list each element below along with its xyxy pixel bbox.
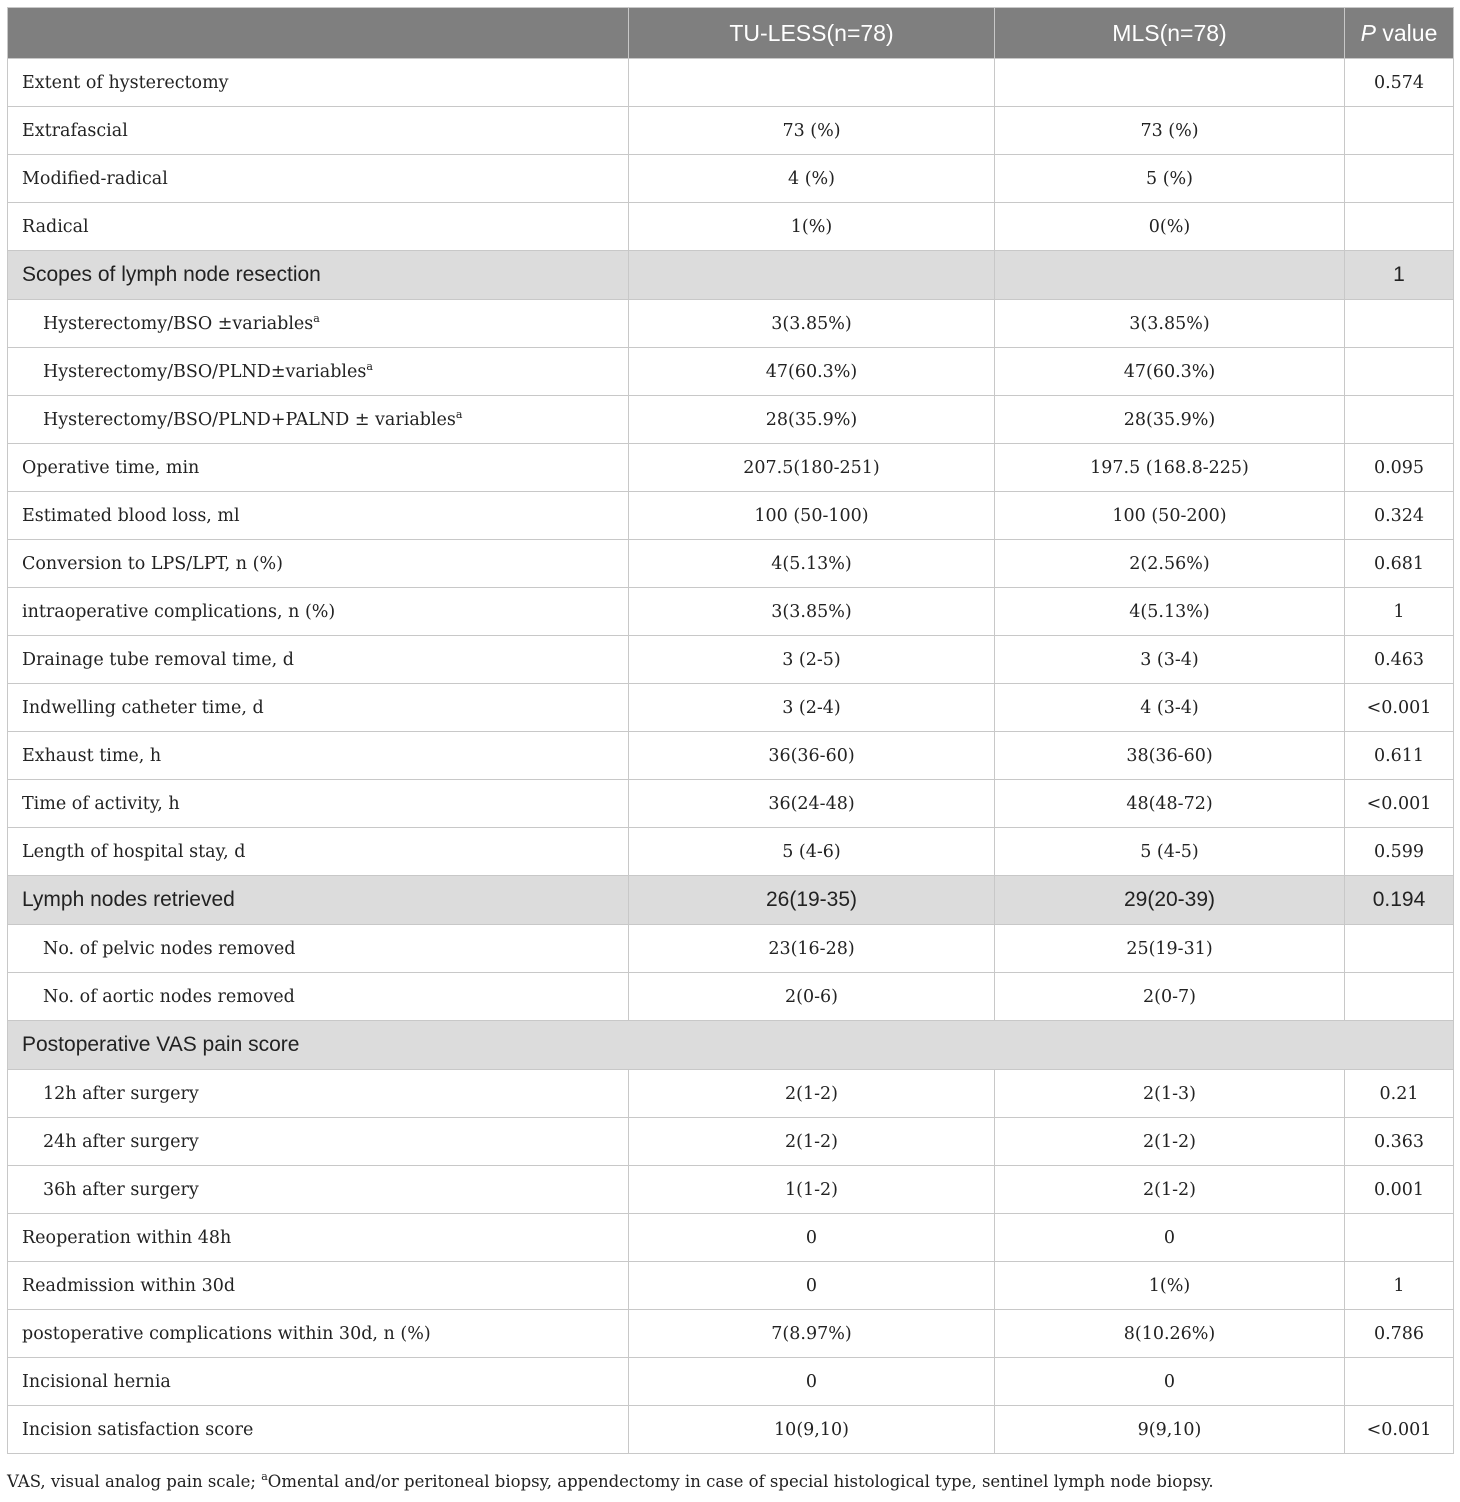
tu-less-value: 4 (%) xyxy=(629,155,995,203)
row-label xyxy=(8,780,629,828)
tu-less-value: 5 (4-6) xyxy=(629,828,995,876)
tu-less-value: 2(1-2) xyxy=(629,1118,995,1166)
row-label xyxy=(8,828,629,876)
row-label-text: Postoperative VAS pain score xyxy=(22,1033,300,1056)
p-value xyxy=(1345,155,1454,203)
mls-value: 25(19-31) xyxy=(995,925,1345,973)
table-row xyxy=(8,925,1454,973)
tu-less-value: 3(3.85%) xyxy=(629,300,995,348)
p-value: 0.194 xyxy=(1345,876,1454,925)
tu-less-value: 28(35.9%) xyxy=(629,396,995,444)
row-label xyxy=(8,396,629,444)
p-value xyxy=(1345,203,1454,251)
tu-less-value: 26(19-35) xyxy=(629,876,995,925)
mls-value: 2(1-3) xyxy=(995,1070,1345,1118)
row-label-text: intraoperative complications, n (%) xyxy=(22,601,336,622)
row-label-text: Modified-radical xyxy=(22,168,168,189)
mls-value: 100 (50-200) xyxy=(995,492,1345,540)
row-label-text: Radical xyxy=(22,216,89,237)
mls-value: 48(48-72) xyxy=(995,780,1345,828)
header-tu-less: TU-LESS(n=78) xyxy=(629,8,995,59)
row-label-text: Time of activity, h xyxy=(22,793,180,814)
tu-less-value: 2(1-2) xyxy=(629,1070,995,1118)
row-label xyxy=(8,540,629,588)
table-row xyxy=(8,492,1454,540)
p-value: 0.095 xyxy=(1345,444,1454,492)
p-value: <0.001 xyxy=(1345,780,1454,828)
header-label-cell xyxy=(8,8,629,59)
row-label xyxy=(8,251,629,300)
p-value: 0.21 xyxy=(1345,1070,1454,1118)
row-label xyxy=(8,1310,629,1358)
row-label xyxy=(8,1358,629,1406)
row-label xyxy=(8,1070,629,1118)
mls-value: 28(35.9%) xyxy=(995,396,1345,444)
tu-less-value: 47(60.3%) xyxy=(629,348,995,396)
row-label-text: Operative time, min xyxy=(22,457,200,478)
row-label-text: Conversion to LPS/LPT, n (%) xyxy=(22,553,283,574)
footnote-text-2: Omental and/or peritoneal biopsy, appendectomy in case of special histological type, sentinel lymph node biopsy. xyxy=(267,1472,1214,1491)
row-label-text: Extrafascial xyxy=(22,120,128,141)
table-row xyxy=(8,1310,1454,1358)
table-row xyxy=(8,203,1454,251)
row-label xyxy=(8,1021,1454,1070)
p-value xyxy=(1345,973,1454,1021)
mls-value: 3 (3-4) xyxy=(995,636,1345,684)
results-table xyxy=(7,7,1454,1454)
header-p-value xyxy=(1345,8,1454,59)
tu-less-value: 3 (2-4) xyxy=(629,684,995,732)
p-value: 0.599 xyxy=(1345,828,1454,876)
row-label xyxy=(8,973,629,1021)
row-label-text: 12h after surgery xyxy=(43,1083,199,1104)
row-label-text: Exhaust time, h xyxy=(22,745,162,766)
table-row xyxy=(8,588,1454,636)
mls-value: 0(%) xyxy=(995,203,1345,251)
p-value xyxy=(1345,396,1454,444)
mls-value: 5 (4-5) xyxy=(995,828,1345,876)
section-row xyxy=(8,251,1454,300)
tu-less-value: 0 xyxy=(629,1358,995,1406)
p-value: 0.786 xyxy=(1345,1310,1454,1358)
mls-value: 73 (%) xyxy=(995,107,1345,155)
mls-value: 2(2.56%) xyxy=(995,540,1345,588)
row-label-text: Reoperation within 48h xyxy=(22,1227,232,1248)
table-row xyxy=(8,155,1454,203)
p-value xyxy=(1345,348,1454,396)
p-value xyxy=(1345,925,1454,973)
tu-less-value: 10(9,10) xyxy=(629,1406,995,1454)
row-label-text: Extent of hysterectomy xyxy=(22,72,229,93)
tu-less-value: 207.5(180-251) xyxy=(629,444,995,492)
tu-less-value: 2(0-6) xyxy=(629,973,995,1021)
table-row xyxy=(8,348,1454,396)
table-row xyxy=(8,1070,1454,1118)
footnote-marker: a xyxy=(313,311,320,325)
table-row xyxy=(8,1262,1454,1310)
tu-less-value: 0 xyxy=(629,1214,995,1262)
table-row xyxy=(8,732,1454,780)
row-label xyxy=(8,155,629,203)
row-label xyxy=(8,1214,629,1262)
row-label-text: Scopes of lymph node resection xyxy=(22,263,321,286)
row-label-text: Lymph nodes retrieved xyxy=(22,888,235,911)
table-header-row xyxy=(8,8,1454,59)
row-label-text: Incision satisfaction score xyxy=(22,1419,254,1440)
footnote-sup: a xyxy=(261,1470,268,1483)
tu-less-value: 1(%) xyxy=(629,203,995,251)
p-value: 1 xyxy=(1345,1262,1454,1310)
tu-less-value: 36(24-48) xyxy=(629,780,995,828)
table-row xyxy=(8,636,1454,684)
row-label xyxy=(8,925,629,973)
table-row xyxy=(8,828,1454,876)
table-row xyxy=(8,396,1454,444)
p-value: 1 xyxy=(1345,588,1454,636)
row-label-text: 36h after surgery xyxy=(43,1179,199,1200)
mls-value: 2(1-2) xyxy=(995,1166,1345,1214)
row-label xyxy=(8,203,629,251)
row-label-text: Drainage tube removal time, d xyxy=(22,649,294,670)
table-row xyxy=(8,59,1454,107)
tu-less-value: 3(3.85%) xyxy=(629,588,995,636)
table-row xyxy=(8,300,1454,348)
table-row xyxy=(8,1166,1454,1214)
tu-less-value: 1(1-2) xyxy=(629,1166,995,1214)
tu-less-value: 0 xyxy=(629,1262,995,1310)
tu-less-value: 3 (2-5) xyxy=(629,636,995,684)
section-row xyxy=(8,876,1454,925)
section-row xyxy=(8,1021,1454,1070)
p-value: 0.463 xyxy=(1345,636,1454,684)
p-value: 1 xyxy=(1345,251,1454,300)
row-label-text: Indwelling catheter time, d xyxy=(22,697,264,718)
table-row xyxy=(8,444,1454,492)
row-label-text: Length of hospital stay, d xyxy=(22,841,246,862)
row-label-text: Estimated blood loss, ml xyxy=(22,505,240,526)
header-p-italic: P xyxy=(1360,19,1376,46)
table-row xyxy=(8,780,1454,828)
table-row xyxy=(8,1358,1454,1406)
mls-value: 38(36-60) xyxy=(995,732,1345,780)
row-label xyxy=(8,876,629,925)
mls-value: 5 (%) xyxy=(995,155,1345,203)
row-label-text: Readmission within 30d xyxy=(22,1275,236,1296)
p-value: 0.001 xyxy=(1345,1166,1454,1214)
p-value: 0.681 xyxy=(1345,540,1454,588)
mls-value: 8(10.26%) xyxy=(995,1310,1345,1358)
row-label xyxy=(8,107,629,155)
tu-less-value: 4(5.13%) xyxy=(629,540,995,588)
table-footnote xyxy=(7,1472,1453,1491)
header-mls: MLS(n=78) xyxy=(995,8,1345,59)
mls-value: 0 xyxy=(995,1358,1345,1406)
row-label xyxy=(8,732,629,780)
row-label xyxy=(8,1118,629,1166)
row-label xyxy=(8,348,629,396)
footnote-marker: a xyxy=(366,359,373,373)
mls-value: 2(1-2) xyxy=(995,1118,1345,1166)
mls-value: 9(9,10) xyxy=(995,1406,1345,1454)
table-row xyxy=(8,1406,1454,1454)
row-label-text: 24h after surgery xyxy=(43,1131,199,1152)
row-label xyxy=(8,492,629,540)
mls-value: 0 xyxy=(995,1214,1345,1262)
p-value: 0.363 xyxy=(1345,1118,1454,1166)
row-label-text: Hysterectomy/BSO/PLND±variables xyxy=(43,361,367,382)
p-value: 0.611 xyxy=(1345,732,1454,780)
row-label xyxy=(8,444,629,492)
mls-value xyxy=(995,59,1345,107)
tu-less-value: 100 (50-100) xyxy=(629,492,995,540)
row-label-text: No. of pelvic nodes removed xyxy=(43,938,296,959)
row-label xyxy=(8,1166,629,1214)
p-value xyxy=(1345,1214,1454,1262)
footnote-text-1: VAS, visual analog pain scale; xyxy=(7,1472,262,1491)
row-label xyxy=(8,588,629,636)
table-row xyxy=(8,1214,1454,1262)
mls-value: 2(0-7) xyxy=(995,973,1345,1021)
mls-value: 29(20-39) xyxy=(995,876,1345,925)
table-row xyxy=(8,973,1454,1021)
row-label-text: No. of aortic nodes removed xyxy=(43,986,295,1007)
mls-value: 3(3.85%) xyxy=(995,300,1345,348)
p-value: 0.324 xyxy=(1345,492,1454,540)
row-label xyxy=(8,1406,629,1454)
mls-value: 197.5 (168.8-225) xyxy=(995,444,1345,492)
p-value xyxy=(1345,107,1454,155)
p-value xyxy=(1345,300,1454,348)
table-row xyxy=(8,540,1454,588)
tu-less-value: 73 (%) xyxy=(629,107,995,155)
row-label xyxy=(8,300,629,348)
header-p-rest: value xyxy=(1375,19,1438,46)
mls-value: 4 (3-4) xyxy=(995,684,1345,732)
p-value xyxy=(1345,1358,1454,1406)
tu-less-value: 7(8.97%) xyxy=(629,1310,995,1358)
tu-less-value xyxy=(629,59,995,107)
row-label-text: Incisional hernia xyxy=(22,1371,171,1392)
p-value: 0.574 xyxy=(1345,59,1454,107)
row-label-text: postoperative complications within 30d, n (%) xyxy=(22,1323,431,1344)
row-label xyxy=(8,59,629,107)
tu-less-value xyxy=(629,251,995,300)
p-value: <0.001 xyxy=(1345,1406,1454,1454)
row-label xyxy=(8,636,629,684)
table-row xyxy=(8,107,1454,155)
mls-value: 1(%) xyxy=(995,1262,1345,1310)
row-label-text: Hysterectomy/BSO/PLND+PALND ± variables xyxy=(43,409,456,430)
mls-value: 4(5.13%) xyxy=(995,588,1345,636)
mls-value: 47(60.3%) xyxy=(995,348,1345,396)
tu-less-value: 36(36-60) xyxy=(629,732,995,780)
row-label-text: Hysterectomy/BSO ±variables xyxy=(43,313,314,334)
p-value: <0.001 xyxy=(1345,684,1454,732)
table-row xyxy=(8,684,1454,732)
row-label xyxy=(8,1262,629,1310)
table-row xyxy=(8,1118,1454,1166)
row-label xyxy=(8,684,629,732)
footnote-marker: a xyxy=(455,407,463,421)
mls-value xyxy=(995,251,1345,300)
tu-less-value: 23(16-28) xyxy=(629,925,995,973)
